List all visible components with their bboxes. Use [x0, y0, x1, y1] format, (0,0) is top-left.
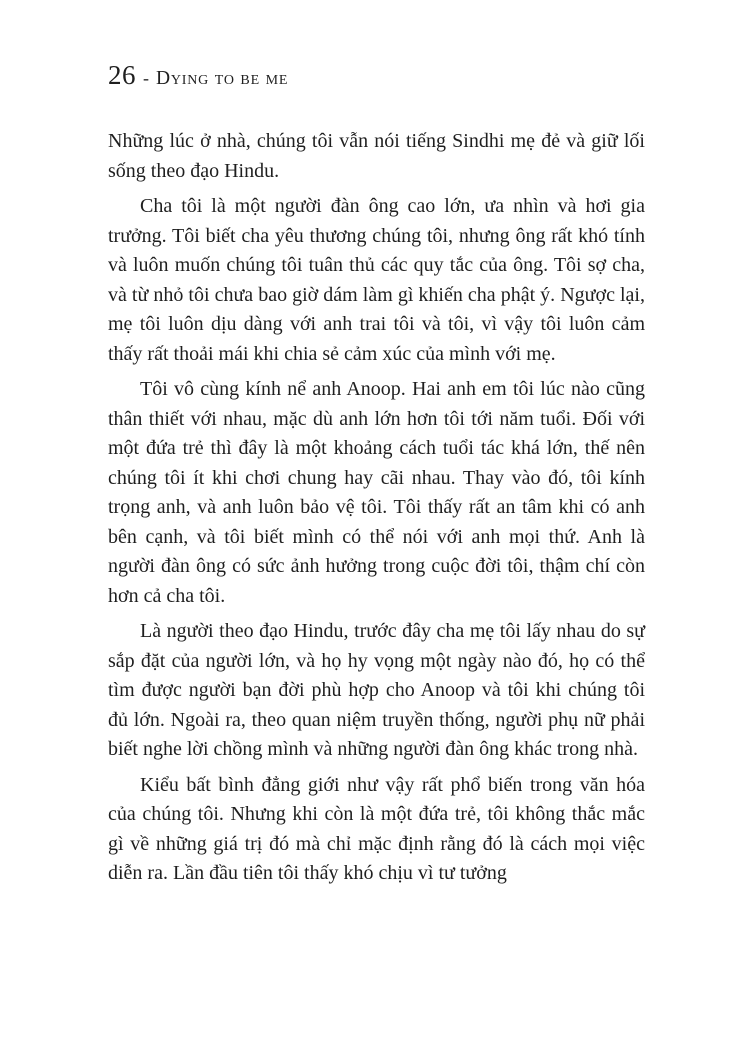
page-number: 26: [108, 60, 136, 90]
book-title: Dying to be me: [156, 68, 289, 89]
paragraph: Là người theo đạo Hindu, trước đây cha mẹ tôi lấy nhau do sự sắp đặt của người lớn, và họ hy vọng một ngày nào đó, họ có thể tìm được người bạn đời phù hợp cho Anoop và tôi khi chúng tôi đủ lớn. Ngoài ra, theo quan niệm truyền thống, người phụ nữ phải biết nghe lời chồng mình và những người đàn ông khác trong nhà.: [108, 620, 645, 760]
page-header: [108, 60, 288, 91]
paragraph: Cha tôi là một người đàn ông cao lớn, ưa nhìn và hơi gia trưởng. Tôi biết cha yêu thương chúng tôi, nhưng ông rất khó tính và luôn muốn chúng tôi tuân thủ các quy tắc của ông. Tôi sợ cha, và từ nhỏ tôi chưa bao giờ dám làm gì khiến cha phật ý. Ngược lại, mẹ tôi luôn dịu dàng với anh trai tôi và tôi, vì vậy tôi luôn cảm thấy rất thoải mái khi chia sẻ cảm xúc của mình với mẹ.: [108, 195, 645, 365]
paragraph: Những lúc ở nhà, chúng tôi vẫn nói tiếng Sindhi mẹ đẻ và giữ lối sống theo đạo Hindu.: [108, 130, 645, 182]
header-separator: -: [143, 68, 149, 88]
page-body: [108, 127, 645, 895]
paragraph: Kiểu bất bình đẳng giới như vậy rất phổ biến trong văn hóa của chúng tôi. Nhưng khi còn là một đứa trẻ, tôi không thắc mắc gì về những giá trị đó mà chỉ mặc định rằng đó là cách mọi việc diễn ra. Lần đầu tiên tôi thấy khó chịu vì tư tưởng: [108, 773, 645, 884]
paragraph: Tôi vô cùng kính nể anh Anoop. Hai anh em tôi lúc nào cũng thân thiết với nhau, mặc dù anh lớn hơn tôi tới năm tuổi. Đối với một đứa trẻ thì đây là một khoảng cách tuổi tác khá lớn, thế nên chúng tôi ít khi chơi chung hay cãi nhau. Thay vào đó, tôi kính trọng anh, và anh luôn bảo vệ tôi. Tôi thấy rất an tâm khi có anh bên cạnh, và tôi biết mình có thể nói với anh mọi thứ. Anh là người đàn ông có sức ảnh hưởng trong cuộc đời tôi, thậm chí còn hơn cả cha tôi.: [108, 378, 645, 607]
